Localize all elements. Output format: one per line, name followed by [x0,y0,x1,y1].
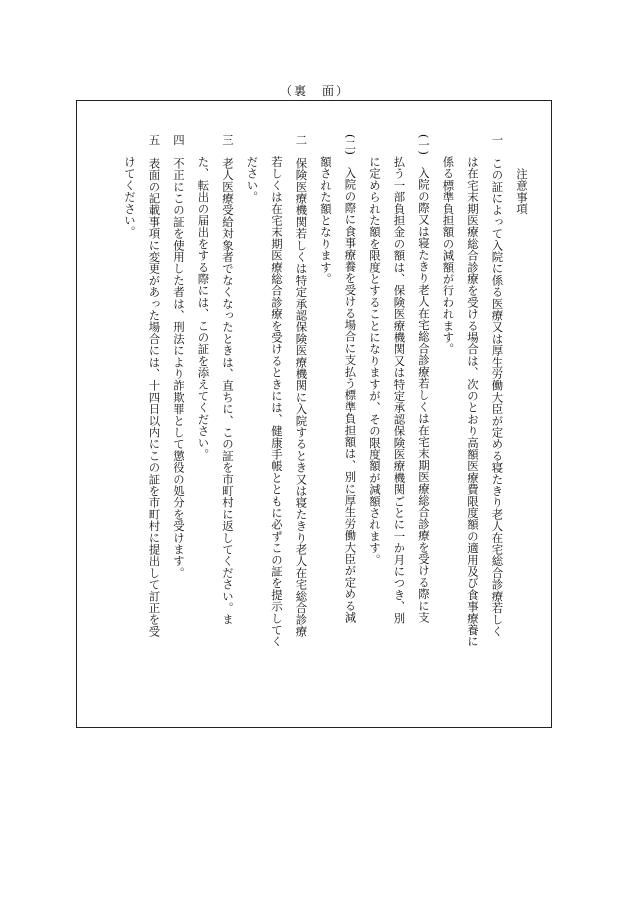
notes-text-block [118,134,535,704]
notes-line: 二 保険医療機関若しくは特定承認保険医療機関に入院するとき又は寝たきり老人在宅総合診療 [294,134,309,638]
notes-line: た、転出の届出をする際には、この証を添えてください。 [196,156,211,461]
notes-line: 五 表面の記載事項に変更があった場合には、十四日以内にこの証を市町村に提出して訂正を受 [147,134,162,638]
notes-line: 一 この証によって入院に係る医療又は厚生労働大臣が定める寝たきり老人在宅総合診療若しく [490,134,505,638]
notes-line: ださい。 [245,156,260,203]
notes-line: (一) 入院の際又は寝たきり老人在宅総合診療若しくは在宅末期医療総合診療を受ける際に支 [417,134,431,624]
page-side-caption: （裏 面） [279,84,350,98]
notes-line: 若しくは在宅末期医療総合診療を受けるときには、健康手帳とともに必ずこの証を提示してく [270,156,284,648]
notes-line: は在宅末期医療総合診療を受ける場合は、次のとおり高額医療費限度額の適用及び食事療養に [466,156,480,648]
notes-line: に定められた額を限度とすることになりますが、その限度額が減額されます。 [368,156,382,566]
notes-title: 注意事項 [515,168,529,215]
notes-line: 三 老人医療受給対象者でなくなったときは、直ちに、この証を市町村に返してください。ま [221,134,235,626]
notes-line: 四 不正にこの証を使用した者は、刑法により詐欺罪として懲役の処分を受けます。 [172,134,186,579]
notes-line: 払う一部負担金の額は、保険医療機関又は特定承認保険医療機関ごとに一か月につき、別 [392,156,407,624]
notes-line: 額された額となります。 [319,156,333,285]
notes-line: (二) 入院の際に食事療養を受ける場合に支払う標準負担額は、別に厚生労働大臣が定める減 [343,134,358,624]
notes-line: 係る標準負担額の減額が行われます。 [441,156,456,355]
notes-line: けてください。 [123,156,137,238]
